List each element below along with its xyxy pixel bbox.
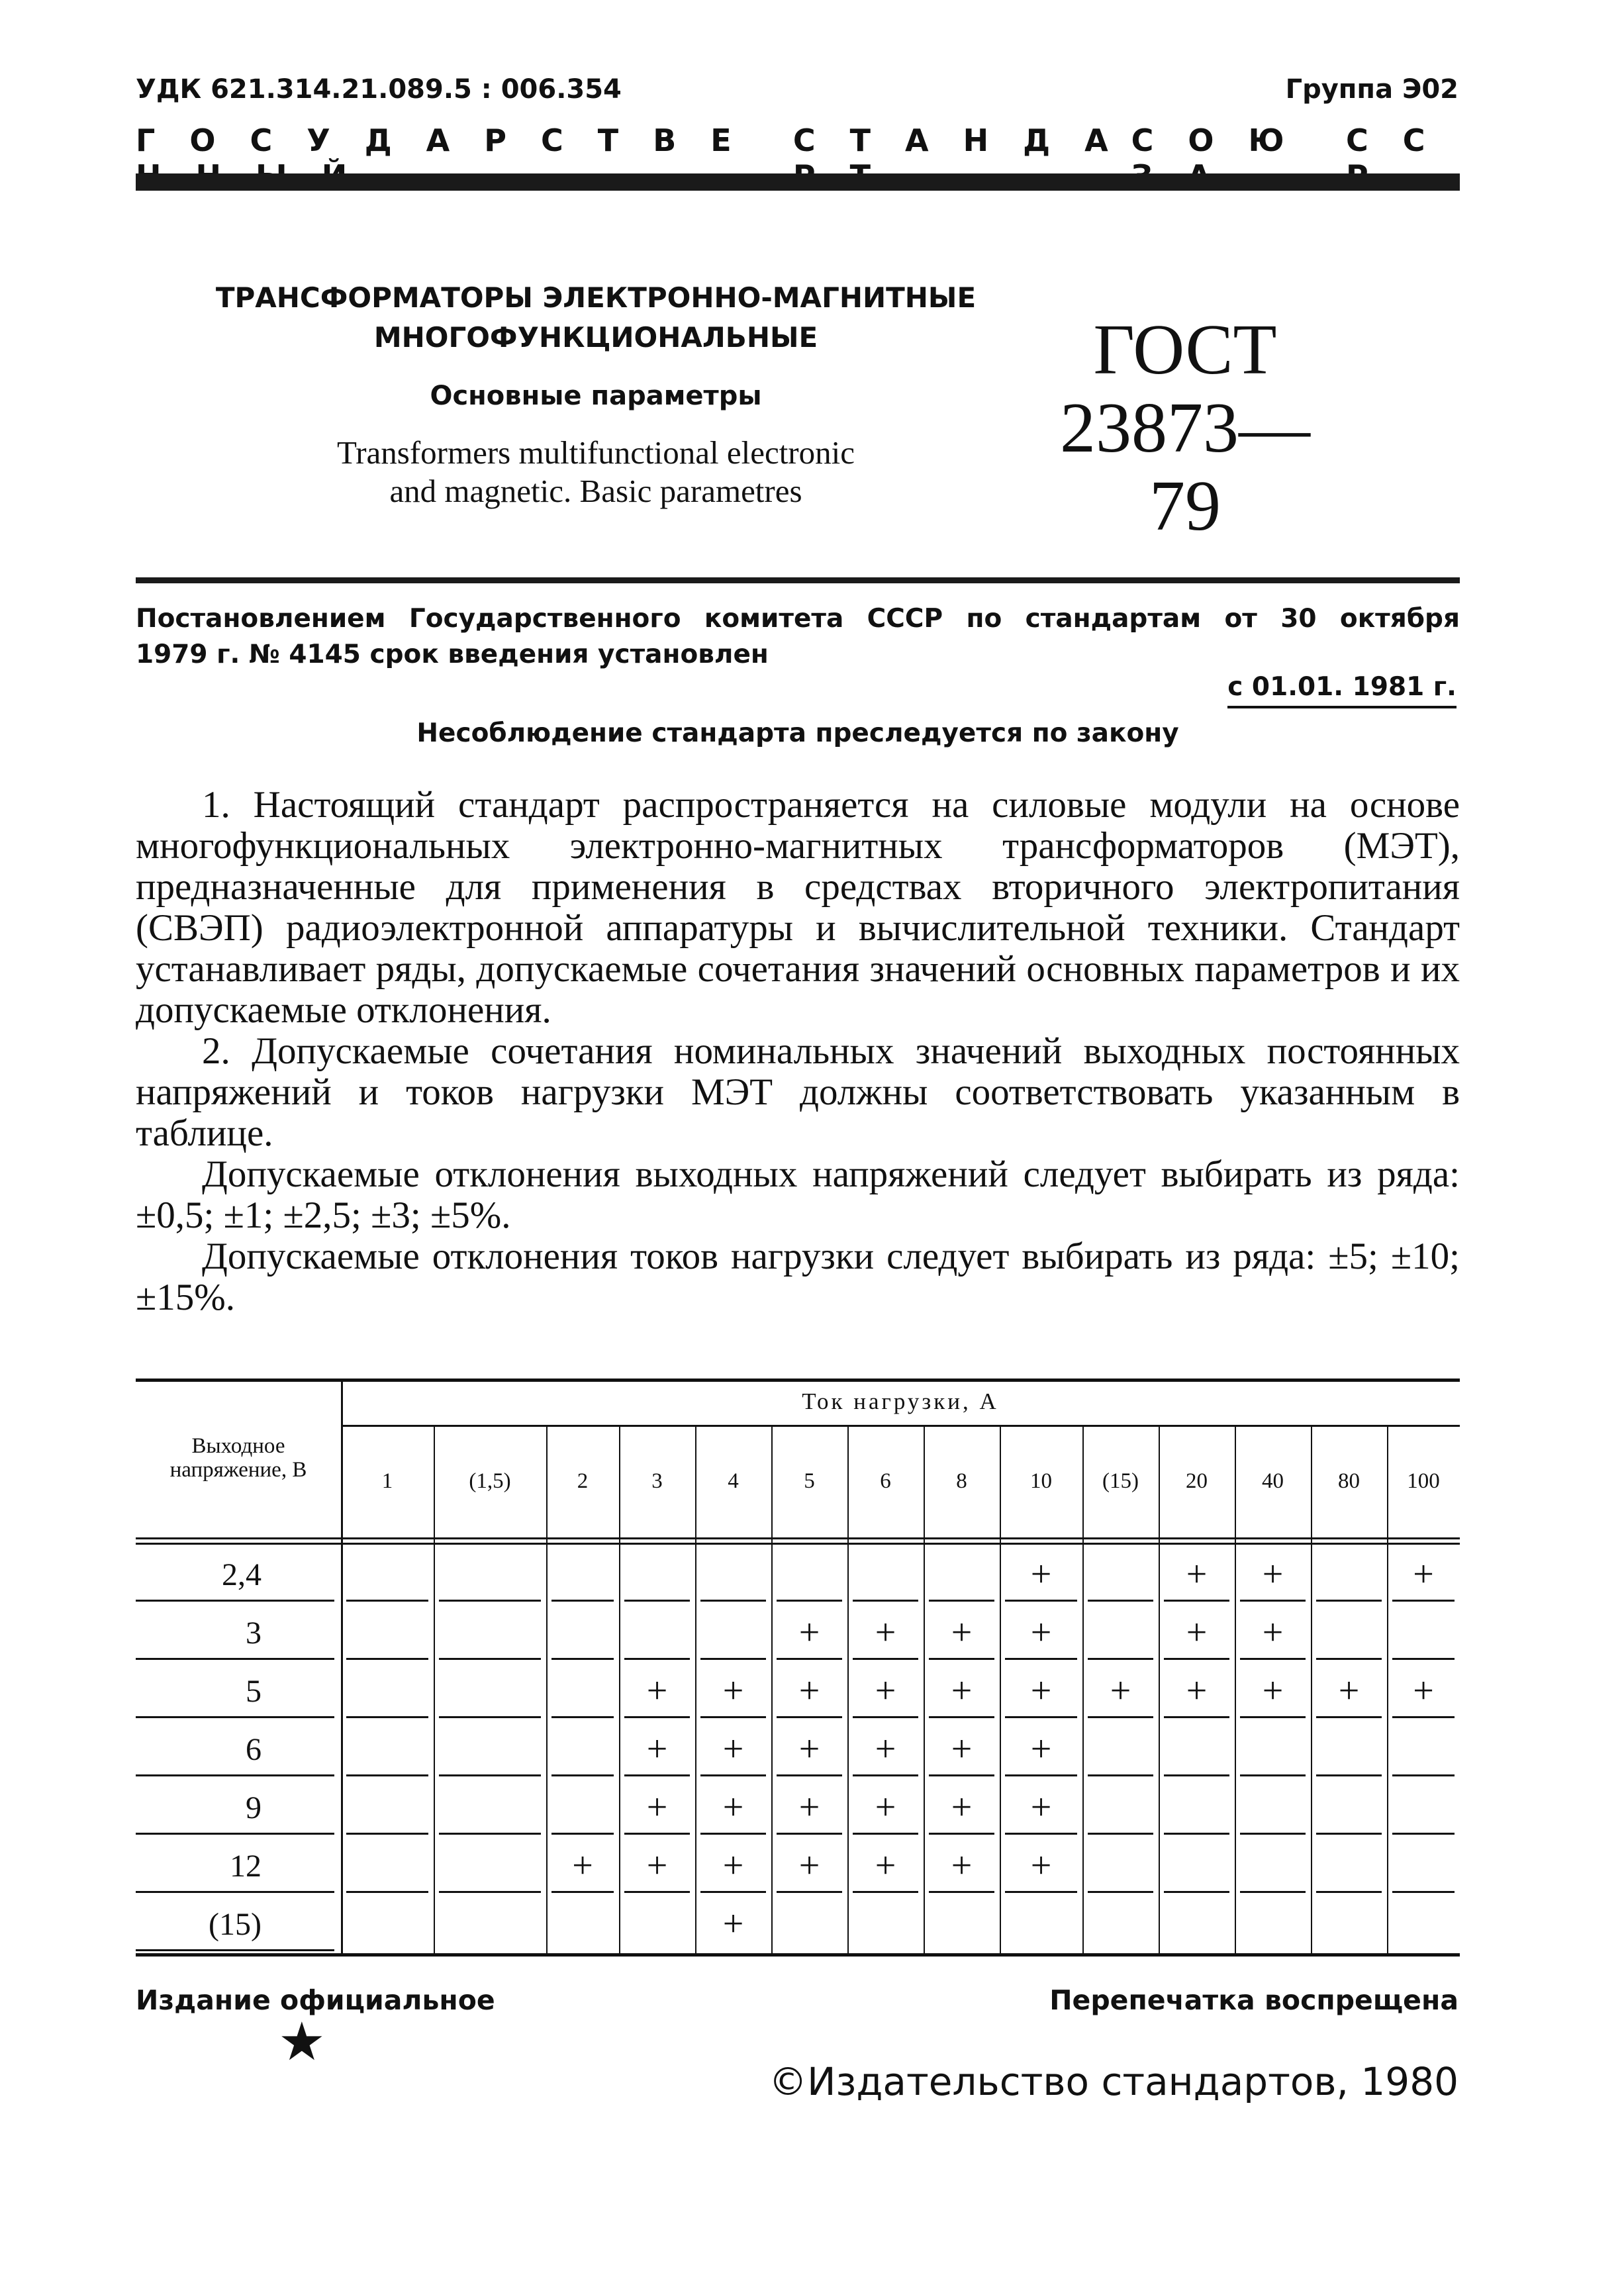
plus-mark: + bbox=[1413, 1554, 1434, 1595]
row-rule bbox=[136, 1774, 334, 1776]
decree-text bbox=[136, 601, 1460, 673]
cell-rule bbox=[1240, 1891, 1306, 1893]
row-rule bbox=[136, 1600, 334, 1602]
parameters-table bbox=[136, 1378, 1460, 1955]
cell-rule bbox=[439, 1716, 541, 1718]
cell-rule bbox=[929, 1600, 994, 1602]
current-column-header: 2 bbox=[577, 1469, 589, 1493]
cell-rule bbox=[624, 1658, 690, 1660]
plus-mark: + bbox=[1186, 1612, 1208, 1653]
cell-rule bbox=[700, 1600, 766, 1602]
cell-rule bbox=[346, 1600, 428, 1602]
plus-mark: + bbox=[1030, 1729, 1052, 1770]
current-column-header: 6 bbox=[880, 1469, 891, 1493]
cell-rule bbox=[346, 1658, 428, 1660]
cell-rule bbox=[1392, 1774, 1455, 1776]
banner-word: Г О С У Д А Р С Т В Е bbox=[136, 122, 743, 158]
cell-rule bbox=[1088, 1600, 1153, 1602]
plus-mark: + bbox=[951, 1670, 973, 1712]
cell-rule bbox=[1088, 1833, 1153, 1835]
cell-rule bbox=[1240, 1774, 1306, 1776]
paragraph-2: 2. Допускаемые сочетания номинальных значений выходных постоянных напряжений и токов нагрузки МЭТ должны соответствовать указанным в таблице. bbox=[136, 1030, 1460, 1154]
current-column-header: 5 bbox=[804, 1469, 815, 1493]
cell-rule bbox=[777, 1600, 842, 1602]
gost-designation bbox=[1046, 311, 1324, 546]
plus-mark: + bbox=[722, 1787, 744, 1828]
plus-mark: + bbox=[1262, 1670, 1284, 1712]
cell-rule bbox=[1392, 1833, 1455, 1835]
plus-mark: + bbox=[1030, 1554, 1052, 1595]
plus-mark: + bbox=[646, 1787, 668, 1828]
cell-rule bbox=[439, 1600, 541, 1602]
voltage-row-label: 9 bbox=[246, 1790, 262, 1825]
row-rule bbox=[136, 1716, 334, 1718]
plus-mark: + bbox=[798, 1670, 820, 1712]
current-header: Ток нагрузки, А bbox=[802, 1388, 999, 1414]
udk-code: УДК 621.314.21.089.5 : 006.354 bbox=[136, 74, 622, 105]
star-icon: ★ bbox=[278, 2013, 326, 2072]
plus-mark: + bbox=[798, 1845, 820, 1886]
row-rule bbox=[136, 1891, 334, 1893]
noncompliance-notice: Несоблюдение стандарта преследуется по закону bbox=[416, 718, 1179, 748]
title-ru bbox=[199, 278, 993, 358]
cell-rule bbox=[551, 1833, 614, 1835]
plus-mark: + bbox=[1110, 1670, 1131, 1712]
voltage-row-label: 6 bbox=[246, 1731, 262, 1767]
plus-mark: + bbox=[951, 1729, 973, 1770]
plus-mark: + bbox=[1030, 1612, 1052, 1653]
header-divider bbox=[136, 173, 1460, 191]
title-ru-line2: МНОГОФУНКЦИОНАЛЬНЫЕ bbox=[373, 321, 818, 354]
current-column-header: 1 bbox=[381, 1469, 393, 1493]
plus-mark: + bbox=[798, 1612, 820, 1653]
plus-mark: + bbox=[1186, 1554, 1208, 1595]
plus-mark: + bbox=[646, 1729, 668, 1770]
current-column-header: 20 bbox=[1186, 1469, 1208, 1493]
row-rule bbox=[136, 1833, 334, 1835]
current-column-header: (1,5) bbox=[469, 1469, 511, 1493]
current-column-header: 100 bbox=[1407, 1469, 1440, 1493]
current-column-header: 4 bbox=[728, 1469, 739, 1493]
current-column-header: 3 bbox=[651, 1469, 663, 1493]
cell-rule bbox=[1392, 1891, 1455, 1893]
cell-rule bbox=[439, 1833, 541, 1835]
plus-mark: + bbox=[1262, 1612, 1284, 1653]
plus-mark: + bbox=[1186, 1670, 1208, 1712]
table-header-rule bbox=[136, 1543, 1460, 1545]
plus-mark: + bbox=[1338, 1670, 1360, 1712]
gost-label: ГОСТ bbox=[1093, 311, 1277, 389]
plus-mark: + bbox=[722, 1845, 744, 1886]
title-en-line1: Transformers multifunctional electronic bbox=[337, 434, 855, 471]
copyright: ©Издательство стандартов, 1980 bbox=[769, 2059, 1458, 2104]
cell-rule bbox=[1088, 1774, 1153, 1776]
current-column-header: 8 bbox=[956, 1469, 967, 1493]
voltage-row-label: 12 bbox=[230, 1848, 262, 1884]
cell-rule bbox=[439, 1891, 541, 1893]
cell-rule bbox=[1088, 1658, 1153, 1660]
cell-rule bbox=[346, 1774, 428, 1776]
paragraph-4: Допускаемые отклонения токов нагрузки следует выбирать из ряда: ±5; ±10; ±15%. bbox=[136, 1235, 1460, 1318]
cell-rule bbox=[1164, 1774, 1229, 1776]
row-rule bbox=[136, 1949, 334, 1951]
row-rule bbox=[136, 1658, 334, 1660]
plus-mark: + bbox=[646, 1670, 668, 1712]
cell-rule bbox=[1392, 1658, 1455, 1660]
cell-rule bbox=[551, 1716, 614, 1718]
cell-rule bbox=[439, 1658, 541, 1660]
voltage-row-label: 2,4 bbox=[222, 1557, 262, 1592]
plus-mark: + bbox=[1030, 1845, 1052, 1886]
voltage-row-label: (15) bbox=[209, 1906, 262, 1942]
plus-mark: + bbox=[1262, 1554, 1284, 1595]
title-ru-line1: ТРАНСФОРМАТОРЫ ЭЛЕКТРОННО-МАГНИТНЫЕ bbox=[215, 281, 977, 314]
current-column-header: (15) bbox=[1102, 1469, 1139, 1493]
voltage-row-label: 3 bbox=[246, 1615, 262, 1651]
cell-rule bbox=[439, 1774, 541, 1776]
body-text bbox=[136, 785, 1460, 1318]
table-header-rule bbox=[136, 1537, 1460, 1539]
plus-mark: + bbox=[798, 1787, 820, 1828]
cell-rule bbox=[551, 1774, 614, 1776]
plus-mark: + bbox=[722, 1904, 744, 1945]
plus-mark: + bbox=[951, 1612, 973, 1653]
table-bottom-rule bbox=[136, 1953, 1460, 1957]
plus-mark: + bbox=[572, 1845, 593, 1886]
voltage-header: Выходное напряжение, В bbox=[169, 1434, 307, 1482]
plus-mark: + bbox=[798, 1729, 820, 1770]
cell-rule bbox=[1316, 1658, 1382, 1660]
cell-rule bbox=[700, 1658, 766, 1660]
cell-rule bbox=[853, 1600, 918, 1602]
plus-mark: + bbox=[646, 1845, 668, 1886]
banner-word: С О Ю bbox=[1131, 122, 1296, 158]
banner-word: С С bbox=[1346, 122, 1437, 158]
effective-date: с 01.01. 1981 г. bbox=[1227, 672, 1457, 708]
plus-mark: + bbox=[875, 1729, 896, 1770]
current-column-header: 40 bbox=[1262, 1469, 1284, 1493]
cell-rule bbox=[346, 1891, 428, 1893]
title-en-line2: and magnetic. Basic parametres bbox=[389, 473, 802, 509]
cell-rule bbox=[1240, 1833, 1306, 1835]
current-column-header: 10 bbox=[1030, 1469, 1052, 1493]
cell-rule bbox=[1164, 1833, 1229, 1835]
cell-rule bbox=[1316, 1600, 1382, 1602]
plus-mark: + bbox=[722, 1670, 744, 1712]
cell-rule bbox=[1316, 1774, 1382, 1776]
cell-rule bbox=[346, 1716, 428, 1718]
edition-label: Издание официальное bbox=[136, 1984, 495, 2016]
reprint-notice: Перепечатка воспрещена bbox=[1049, 1984, 1458, 2016]
plus-mark: + bbox=[951, 1845, 973, 1886]
gost-number: 23873—79 bbox=[1060, 389, 1310, 546]
title-en bbox=[199, 434, 993, 510]
cell-rule bbox=[1316, 1891, 1382, 1893]
paragraph-3: Допускаемые отклонения выходных напряжений следует выбирать из ряда: ±0,5; ±1; ±2,5; ±3; ±5%. bbox=[136, 1153, 1460, 1236]
plus-mark: + bbox=[875, 1787, 896, 1828]
cell-rule bbox=[624, 1600, 690, 1602]
plus-mark: + bbox=[875, 1670, 896, 1712]
group-code: Группа Э02 bbox=[1285, 74, 1458, 105]
cell-rule bbox=[551, 1658, 614, 1660]
paragraph-1: 1. Настоящий стандарт распространяется на силовые модули на основе многофункциональных электронно-магнитных трансформаторов (МЭТ), предназначенные для применения в средствах вторичного электропитания (СВЭП) радиоэлектронной аппаратуры и вычислительной техники. Стандарт устанавливает ряды, допускаемые сочетания значений основных параметров и их допускаемые отклонения. bbox=[136, 784, 1460, 1031]
plus-mark: + bbox=[1030, 1670, 1052, 1712]
plus-mark: + bbox=[1413, 1670, 1434, 1712]
cell-rule bbox=[346, 1833, 428, 1835]
decree-line1: Постановлением Государственного комитета СССР по стандартам от 30 октября bbox=[136, 604, 1460, 634]
voltage-row-label: 5 bbox=[246, 1673, 262, 1709]
cell-rule bbox=[1088, 1891, 1153, 1893]
plus-mark: + bbox=[722, 1729, 744, 1770]
current-column-header: 80 bbox=[1338, 1469, 1360, 1493]
decree-line2: 1979 г. № 4145 срок введения установлен bbox=[136, 640, 769, 669]
plus-mark: + bbox=[951, 1787, 973, 1828]
plus-mark: + bbox=[875, 1845, 896, 1886]
plus-mark: + bbox=[875, 1612, 896, 1653]
cell-rule bbox=[1316, 1833, 1382, 1835]
decree-divider bbox=[136, 577, 1460, 583]
subtitle-ru: Основные параметры bbox=[430, 381, 762, 411]
cell-rule bbox=[1164, 1891, 1229, 1893]
plus-mark: + bbox=[1030, 1787, 1052, 1828]
banner-word: С Т А Н Д А bbox=[792, 122, 1120, 158]
cell-rule bbox=[551, 1600, 614, 1602]
